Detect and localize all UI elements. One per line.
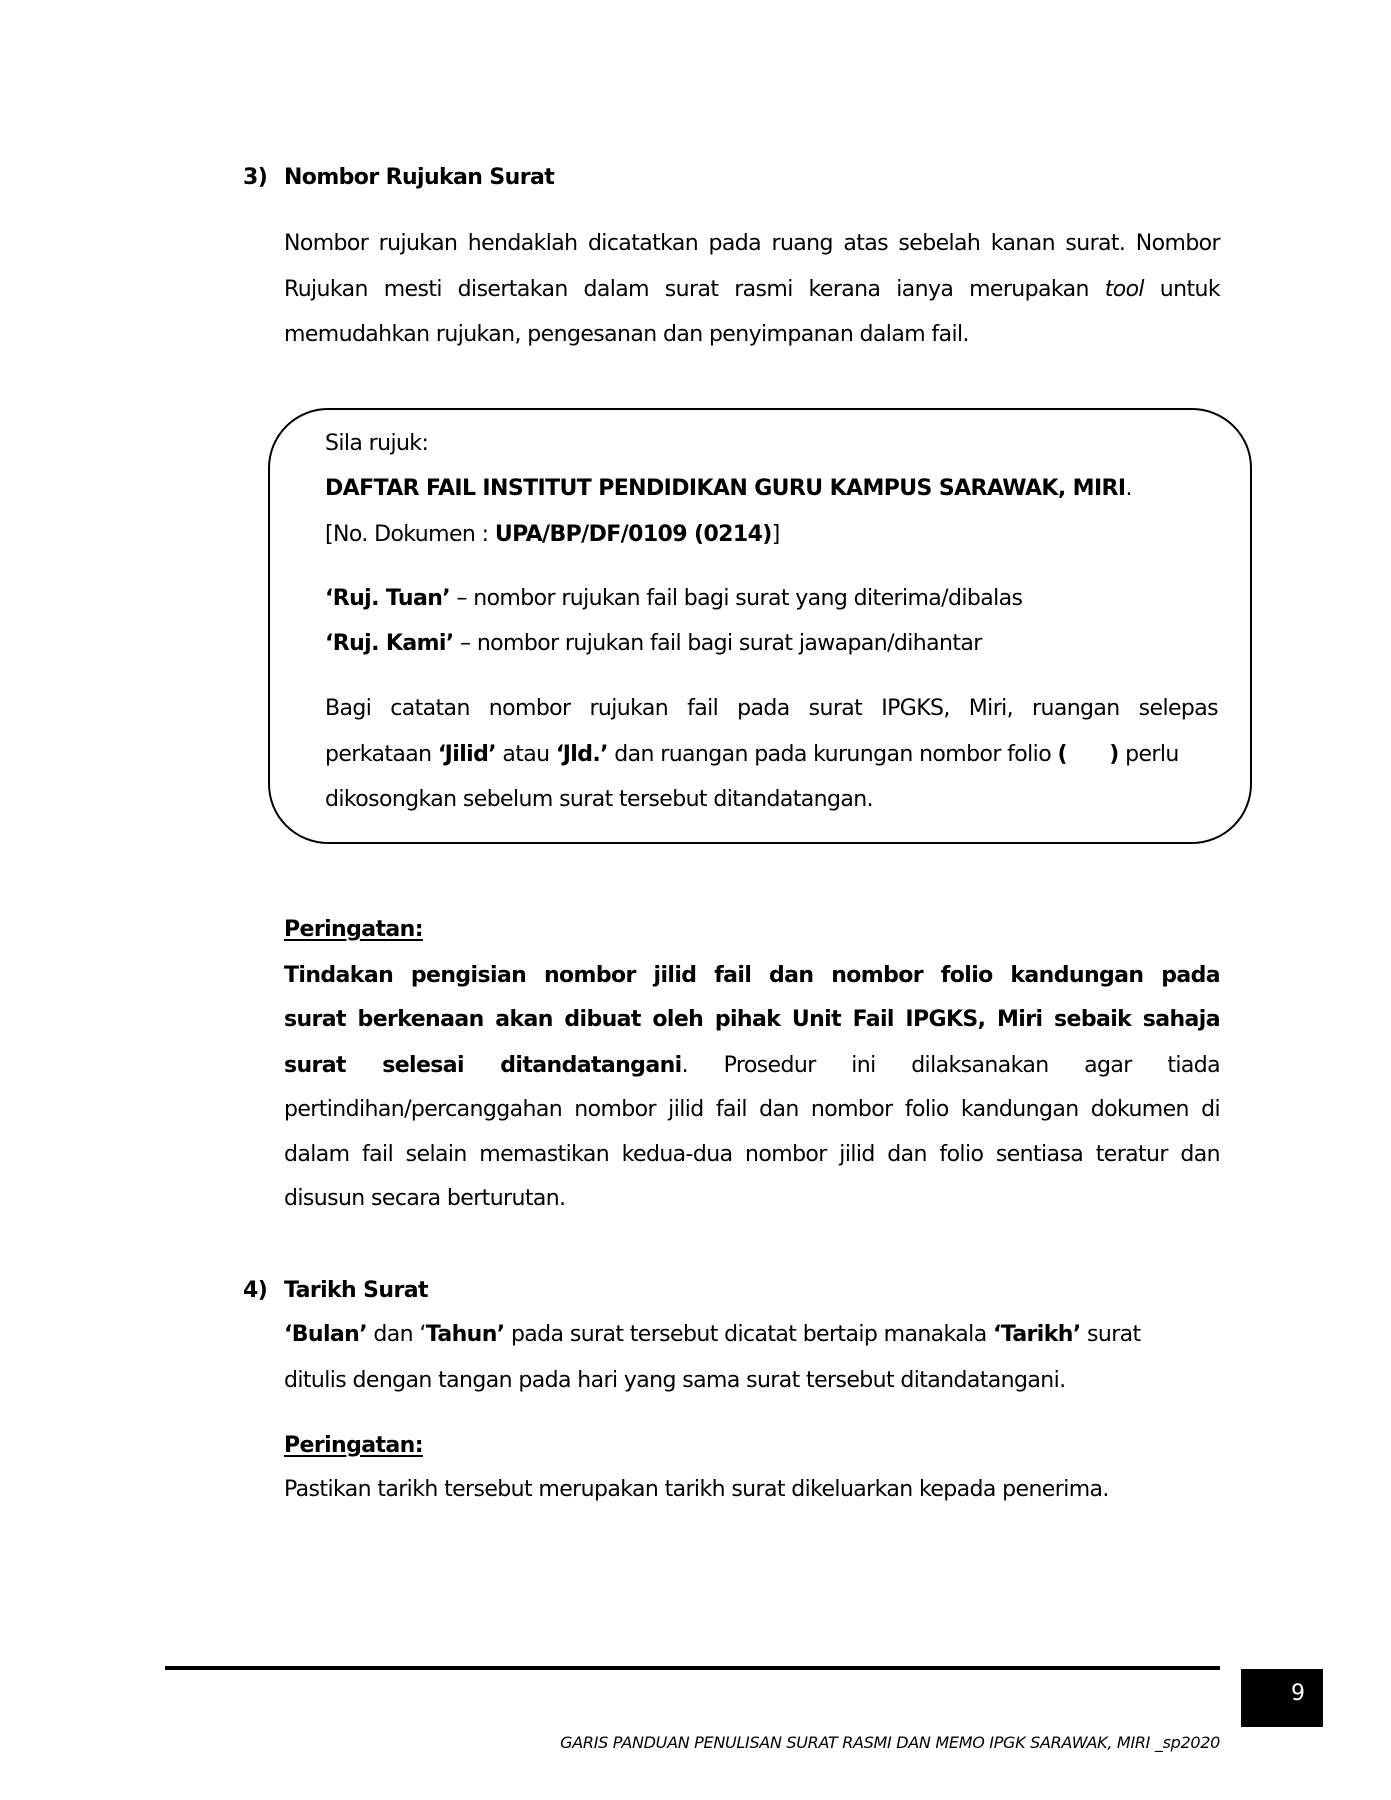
text: perlu bbox=[1118, 742, 1179, 767]
paragraph-line bbox=[284, 1320, 1220, 1350]
paragraph-line: Nombor rujukan hendaklah dicatatkan pada ruang atas sebelah kanan surat. Nombor bbox=[284, 231, 1220, 256]
bold-text: ‘Jld.’ bbox=[555, 742, 608, 767]
section-4-number: 4) bbox=[243, 1278, 268, 1303]
warning-title: Peringatan: bbox=[284, 917, 423, 942]
bold-text: ‘Bulan’ bbox=[284, 1322, 367, 1347]
text: surat bbox=[1080, 1322, 1141, 1347]
text: . bbox=[1125, 476, 1132, 501]
text: dan ruangan pada kurungan nombor folio bbox=[607, 742, 1058, 767]
box-doc-number bbox=[325, 520, 1218, 550]
section-3-title: Nombor Rujukan Surat bbox=[284, 165, 555, 190]
text: – nombor rujukan fail bagi surat yang diterima/dibalas bbox=[450, 586, 1023, 611]
warning-line: pertindihan/percanggahan nombor jilid fail dan nombor folio kandungan dokumen di bbox=[284, 1097, 1220, 1122]
bold-text: UPA/BP/DF/0109 (0214) bbox=[494, 522, 772, 547]
section-3-number: 3) bbox=[243, 165, 268, 190]
box-note-line: Bagi catatan nombor rujukan fail pada surat IPGKS, Miri, ruangan selepas bbox=[325, 696, 1218, 721]
warning-line bbox=[284, 1051, 1220, 1081]
text: pada surat tersebut dicatat bertaip manakala bbox=[504, 1322, 993, 1347]
text: ] bbox=[771, 522, 780, 547]
text: untuk bbox=[1159, 277, 1220, 302]
warning-text: Pastikan tarikh tersebut merupakan tarikh surat dikeluarkan kepada penerima. bbox=[284, 1477, 1109, 1502]
bold-text: ‘Ruj. Tuan’ bbox=[325, 586, 451, 611]
bold-text: ‘Tarikh’ bbox=[992, 1322, 1081, 1347]
warning-line: disusun secara berturutan. bbox=[284, 1186, 566, 1211]
warning-title: Peringatan: bbox=[284, 1433, 423, 1458]
box-ruj-kami bbox=[325, 629, 1218, 659]
warning-line: Tindakan pengisian nombor jilid fail dan nombor folio kandungan pada bbox=[284, 963, 1220, 988]
box-daftar-fail bbox=[325, 474, 1218, 504]
text: perkataan bbox=[325, 742, 438, 767]
warning-line: dalam fail selain memastikan kedua-dua nombor jilid dan folio sentiasa teratur dan bbox=[284, 1142, 1220, 1167]
page-number-box bbox=[1241, 1669, 1323, 1727]
bold-text: ‘Ruj. Kami’ bbox=[325, 631, 454, 656]
page-number: 9 bbox=[1291, 1681, 1305, 1706]
italic-text: tool bbox=[1104, 277, 1144, 302]
box-note-line bbox=[325, 740, 1218, 770]
box-ruj-tuan bbox=[325, 584, 1218, 614]
text: dan ‘ bbox=[367, 1322, 426, 1347]
text: atau bbox=[496, 742, 556, 767]
footer-text: GARIS PANDUAN PENULISAN SURAT RASMI DAN MEMO IPGK SARAWAK, MIRI _sp2020 bbox=[560, 1733, 1220, 1752]
section-4-title: Tarikh Surat bbox=[284, 1278, 428, 1303]
text: Rujukan mesti disertakan dalam surat rasmi kerana ianya merupakan bbox=[284, 277, 1089, 302]
footer-rule bbox=[165, 1666, 1220, 1670]
text: . Prosedur ini dilaksanakan agar tiada bbox=[681, 1053, 1220, 1078]
bold-text: surat selesai ditandatangani bbox=[284, 1053, 682, 1078]
bold-text: Tahun’ bbox=[425, 1322, 505, 1347]
bold-text: DAFTAR FAIL INSTITUT PENDIDIKAN GURU KAMPUS SARAWAK, MIRI bbox=[325, 476, 1126, 501]
bold-text: ‘Jilid’ bbox=[437, 742, 496, 767]
box-sila-rujuk: Sila rujuk: bbox=[325, 431, 429, 456]
paragraph-line: memudahkan rujukan, pengesanan dan penyimpanan dalam fail. bbox=[284, 322, 969, 347]
text: [No. Dokumen : bbox=[325, 522, 495, 547]
box-note-line: dikosongkan sebelum surat tersebut ditandatangan. bbox=[325, 787, 873, 812]
paragraph-line: ditulis dengan tangan pada hari yang sama surat tersebut ditandatangani. bbox=[284, 1368, 1066, 1393]
text: – nombor rujukan fail bagi surat jawapan/dihantar bbox=[453, 631, 982, 656]
bold-text: ( ) bbox=[1057, 742, 1119, 767]
paragraph-line bbox=[284, 275, 1220, 305]
warning-line: surat berkenaan akan dibuat oleh pihak Unit Fail IPGKS, Miri sebaik sahaja bbox=[284, 1007, 1220, 1032]
